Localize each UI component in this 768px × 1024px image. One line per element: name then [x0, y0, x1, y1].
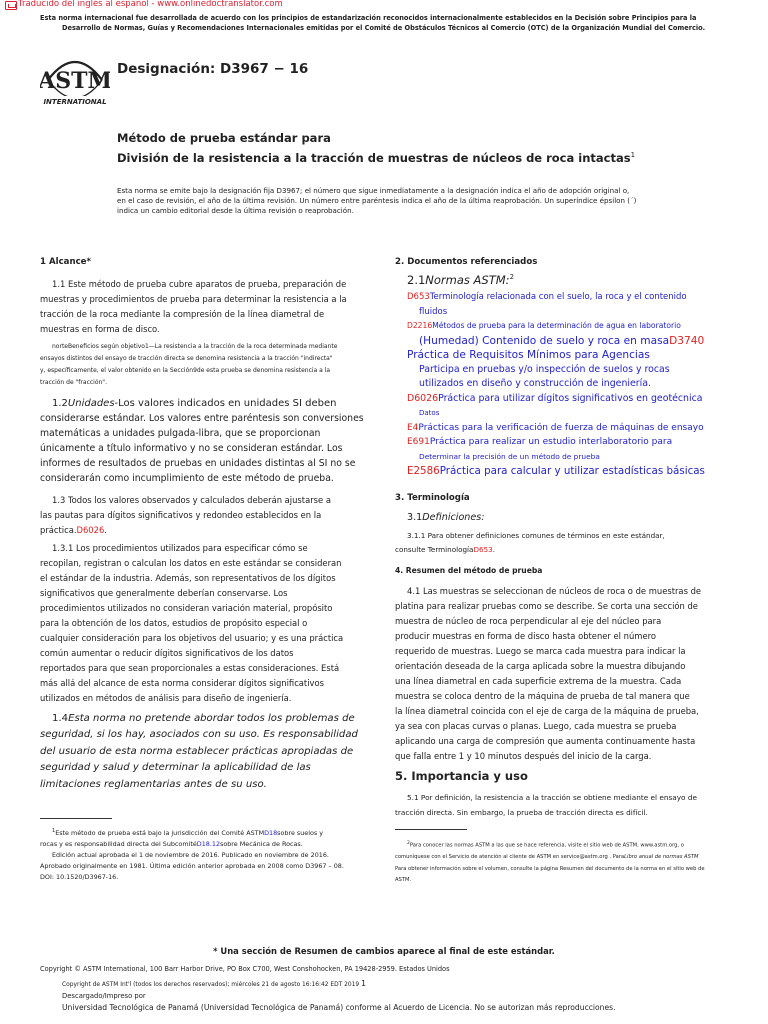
text-line: una línea diametral en cada superficie extrema de la muestra. Cada	[395, 676, 682, 686]
change-summary-note: * Una sección de Resumen de cambios aparece al final de este estándar.	[213, 946, 555, 956]
ref-continuation: Determinar la precisión de un método de prueba	[419, 451, 600, 461]
ref-continuation: Participa en pruebas y/o inspección de suelos y rocas	[419, 363, 670, 375]
para-num: 1.4	[52, 713, 69, 724]
text-line	[395, 852, 735, 864]
note-1	[40, 341, 370, 389]
paragraph-4-1	[395, 584, 735, 764]
ref-d6026-link[interactable]: D6026	[76, 525, 105, 535]
text-line: muestras en forma de disco.	[40, 324, 160, 334]
text-line: ya sea con placas curvas o planas. Luego, cada muestra se prueba	[395, 721, 677, 731]
ref-title[interactable]: Terminología relacionada con el suelo, la roca y el contenido	[429, 292, 687, 302]
text-line: únicamente a título informativo y no se consideran estándar. Los	[40, 443, 343, 454]
fn-text: sobre Mecánica de Rocas.	[220, 840, 303, 849]
text-line: el estándar de la industria. Además, son representativos de los dígitos	[40, 573, 336, 583]
ref-title[interactable]: Práctica para realizar un estudio interlaboratorio para	[429, 437, 673, 447]
ref-title[interactable]: Práctica de Requisitos Mínimos para Agencias	[407, 349, 650, 361]
page-number: 1	[360, 979, 367, 988]
text-line: tracción de la roca mediante la compresión de la línea diametral de	[40, 309, 325, 319]
ref-continuation: Datos	[419, 409, 440, 417]
ref-title[interactable]: Práctica para utilizar dígitos significativos en geotécnica	[438, 392, 703, 404]
paragraph-5-1	[395, 791, 735, 820]
text-line: 5.1 Por definición, la resistencia a la tracción se obtiene mediante el ensayo de	[407, 793, 697, 802]
text-line: tracción directa. Sin embargo, la prueba de tracción directa es difícil.	[395, 807, 648, 817]
para-text: consulte Terminología	[395, 545, 474, 554]
text-line: Aprobado originalmente en 1981. Última edición anterior aprobada en 2008 como D3967 – 08.	[40, 862, 344, 871]
translate-icon	[5, 1, 17, 10]
designation: Designación: D3967 − 16	[117, 61, 309, 77]
text-line: ensayos distintos del ensayo de tracción directa se denomina resistencia a la tracción "indirecta"	[40, 355, 333, 362]
text-line: Edición actual aprobada el 1 de noviembre de 2016. Publicado en noviembre de 2016.	[52, 851, 329, 860]
paragraph-1-3	[40, 493, 370, 538]
ref-title[interactable]: Práctica para calcular y utilizar estadísticas básicas	[439, 465, 705, 477]
title-footnote-mark: 1	[630, 151, 636, 160]
paragraph-1-4	[40, 711, 370, 793]
footnote-separator	[395, 829, 467, 830]
ref-code[interactable]: D6026	[407, 392, 439, 404]
header-note-line: Esta norma internacional fue desarrollada de acuerdo con los principios de estandarización reconocidos internacionalmente establecidos en la Decisión sobre Principios para la	[40, 14, 697, 22]
reference-item[interactable]	[395, 464, 735, 479]
reference-item[interactable]	[395, 319, 735, 334]
title-line-2	[117, 151, 635, 165]
text-line: consulte TerminologíaD653.	[395, 545, 496, 554]
para-text: práctica.	[40, 525, 77, 535]
text-line: norteBeneficios según objetivo1—La resistencia a la tracción de la roca determinada mediante	[52, 343, 338, 350]
logo-subtext: INTERNATIONAL	[43, 98, 107, 106]
referenced-documents-list	[395, 290, 735, 479]
text-line: para la obtención de los datos, estudios de propósito especial o	[40, 618, 308, 628]
text-line: informes de resultados de pruebas en unidades distintas al SI no se	[40, 458, 356, 469]
license-agreement-line: Universidad Tecnológica de Panamá (Universidad Tecnológica de Panamá) conforme al Acuerdo de Licencia. No se autorizan más reproducciones.	[62, 1003, 616, 1012]
para-num: 1.2	[52, 398, 68, 409]
para-text: -Los valores indicados en unidades SI deben	[114, 398, 337, 409]
text-line: tracción de "fracción".	[40, 379, 107, 386]
text-line: 4.1 Las muestras se seleccionan de núcleos de roca o de muestras de	[407, 586, 702, 596]
text-line: recopilan, registran o calculan los datos en este estándar se consideran	[40, 558, 342, 568]
footnote-1	[40, 826, 370, 883]
text-line	[395, 838, 735, 852]
fn-text: Para conocer las normas ASTM a las que se hace referencia, visite el sitio web de ASTM, www.astm.org, o	[409, 842, 684, 849]
footnote-mark: 2	[509, 273, 515, 282]
translation-banner	[0, 0, 768, 11]
text-line	[40, 839, 370, 850]
title-text: División de la resistencia a la tracción de muestras de núcleos de roca intactas	[117, 151, 631, 165]
footnote-separator	[40, 818, 112, 819]
paragraph-1-2	[40, 396, 370, 486]
para-heading: Unidades	[67, 398, 115, 409]
fn-text: rocas y es responsabilidad directa del Subcomité	[40, 840, 197, 849]
text-line: 1.3.1 Los procedimientos utilizados para especificar cómo se	[52, 543, 308, 553]
ref-code[interactable]: E691	[407, 437, 430, 447]
section-3-1-1	[395, 529, 735, 557]
para-text: Esta norma no pretende abordar todos los problemas de	[68, 713, 355, 724]
ref-d18-link[interactable]: D18	[264, 829, 278, 838]
paragraph-1-1	[40, 277, 370, 337]
text-line: del usuario de esta norma establecer prácticas apropiadas de	[40, 745, 354, 757]
section-2-1	[395, 273, 735, 287]
title-line-1: Método de prueba estándar para	[117, 131, 331, 145]
para-num: 2.1	[407, 273, 426, 287]
text-line: significativos que generalmente deberían conservarse. Los	[40, 588, 288, 598]
para-heading: Normas ASTM:	[425, 273, 510, 287]
section-4-heading: 4. Resumen del método de prueba	[395, 566, 543, 575]
ref-code[interactable]: D653	[407, 292, 430, 302]
reference-item[interactable]	[395, 392, 735, 407]
standard-note-line: en el caso de revisión, el año de la última revisión. Un número entre paréntesis indica el año de la última reaprobación. Un superíndice épsilon (´)	[117, 196, 637, 205]
text-line	[40, 396, 370, 411]
license-text: Copyright de ASTM Int'l (todos los derechos reservados); miércoles 21 de agosto 16:16:42 EDT 2019	[62, 982, 360, 988]
fn-text: sobre suelos y	[277, 829, 324, 838]
ref-title[interactable]: Métodos de prueba para la determinación de agua en laboratorio	[432, 321, 681, 330]
para-heading: Definiciones:	[422, 512, 485, 523]
ref-code[interactable]: E2586	[407, 465, 440, 477]
text-line: considerarse estándar. Los valores entre paréntesis son conversiones	[40, 413, 364, 424]
text-line: común aumentar o reducir dígitos significativos de los datos	[40, 648, 294, 658]
ref-d653-link[interactable]: D653	[473, 545, 493, 554]
text-line: ASTM.	[395, 877, 412, 884]
standard-note-line: indica un cambio editorial desde la última revisión o reaprobación.	[117, 206, 354, 215]
text-line: 1.3 Todos los valores observados y calculados deberán ajustarse a	[52, 495, 331, 505]
astm-logo	[40, 50, 110, 108]
text-line	[40, 711, 370, 727]
section-3-heading: 3. Terminología	[395, 493, 470, 503]
text-line: platina para realizar pruebas como se describe. Se corta una sección de	[395, 601, 698, 611]
standard-note-line: Esta norma se emite bajo la designación fija D3967; el número que sigue inmediatamente a la designación indica el año de adopción original o,	[117, 186, 630, 195]
reference-item[interactable]	[395, 435, 735, 450]
text-line: utilizados en métodos de análisis para diseño de ingeniería.	[40, 693, 292, 703]
text-line: 1.1 Este método de prueba cubre aparatos de prueba, preparación de	[52, 279, 347, 289]
text-line: y, específicamente, el valor obtenido en la Sección9de esta prueba se denomina resistencia a la	[40, 367, 331, 374]
text-line: reportados para que sean proporcionales a estas consideraciones. Está	[40, 663, 340, 673]
ref-code[interactable]: D2216	[407, 321, 433, 330]
text-line: muestra de núcleo de roca perpendicular al eje del núcleo para	[395, 616, 662, 626]
fn-italic: Libro anual de normas ASTM	[624, 854, 699, 861]
text-line: seguridad y salud y determinar la aplicabilidad de las	[40, 762, 311, 774]
text-line: las pautas para dígitos significativos y redondeo establecidos en la	[40, 510, 322, 520]
header-note	[40, 13, 728, 33]
para-num: 3.1	[407, 512, 423, 523]
reference-item[interactable]	[395, 421, 735, 436]
section-2-heading: 2. Documentos referenciados	[395, 257, 538, 267]
logo-text: ASTM	[40, 68, 110, 94]
copyright-line: Copyright © ASTM International, 100 Barr Harbor Drive, PO Box C700, West Conshohocken, PA 19428-2959. Estados Unidos	[40, 965, 450, 973]
text-line: DOI: 10.1520/D3967-16.	[40, 873, 119, 882]
reference-item[interactable]	[395, 334, 735, 349]
text-line: cualquier consideración para los objetivos del usuario; y es una práctica	[40, 633, 344, 643]
fn-text: comuníquese con el Servicio de atención al cliente de ASTM en service@astm.org . Para	[395, 854, 625, 861]
text-line: seguridad, si los hay, asociados con su uso. Es responsabilidad	[40, 729, 358, 741]
fn-text: Este método de prueba está bajo la jurisdicción del Comité ASTM	[55, 829, 265, 838]
section-3-1	[395, 512, 735, 523]
text-line: la línea diametral coincida con el eje de carga de la máquina de prueba,	[395, 706, 699, 716]
text-line: práctica.D6026.	[40, 525, 107, 535]
ref-continuation: (Humedad) Contenido de suelo y roca en masa	[419, 334, 670, 347]
text-line: Para obtener información sobre el volumen, consulte la página Resumen del documento de la norma en el sitio web de	[395, 865, 705, 872]
ref-continuation: utilizados en diseño y construcción de ingeniería.	[419, 378, 651, 389]
text-line: aplicando una carga de compresión que aumenta continuamente hasta	[395, 736, 696, 746]
standard-note	[117, 186, 637, 216]
text-line: 3.1.1 Para obtener definiciones comunes de términos en este estándar,	[407, 531, 665, 540]
license-line	[62, 979, 366, 988]
ref-code[interactable]: D3740	[669, 334, 705, 347]
text-line: que falla entre 1 y 10 minutos después del inicio de la carga.	[395, 751, 652, 761]
text-line: limitaciones reglamentarias antes de su uso.	[40, 778, 267, 790]
reference-item[interactable]	[395, 290, 735, 305]
footnote-2	[395, 838, 735, 887]
text-line: muestra se coloca dentro de la máquina de prueba de tal manera que	[395, 691, 690, 701]
text-line	[40, 826, 370, 839]
text-line: muestras y procedimientos de prueba para determinar la resistencia a la	[40, 294, 347, 304]
text-line: matemáticas a unidades pulgada-libra, que se proporcionan	[40, 428, 321, 439]
text-line: orientación deseada de la carga aplicada sobre la muestra dibujando	[395, 661, 686, 671]
section-5-heading: 5. Importancia y uso	[395, 769, 528, 783]
download-line: Descargado/Impreso por	[62, 992, 146, 1000]
translation-banner-text[interactable]: Traducido del inglés al español - www.onlinedoctranslator.com	[18, 0, 283, 9]
ref-d18-12-link[interactable]: D18.12	[196, 840, 221, 849]
text-line: producir muestras en forma de disco hasta obtener el número	[395, 631, 656, 641]
text-line: requerido de muestras. Luego se marca cada muestra para indicar la	[395, 646, 686, 656]
text-line: más allá del alcance de esta norma considerar dígitos significativos	[40, 678, 324, 688]
footnote-mark: 1	[52, 828, 56, 834]
ref-continuation: fluidos	[419, 306, 448, 317]
section-1-heading: 1 Alcance*	[40, 257, 91, 267]
text-line: considerarán como incumplimiento de este método de prueba.	[40, 473, 334, 484]
footnote-mark: 2	[407, 841, 410, 846]
ref-code[interactable]: E4	[407, 422, 419, 433]
header-note-line: Desarrollo de Normas, Guías y Recomendaciones Internacionales emitidas por el Comité de Obstáculos Técnicos al Comercio (OTC) de la Organización Mundial del Comercio.	[62, 24, 706, 32]
ref-title[interactable]: Prácticas para la verificación de fuerza de máquinas de ensayo	[418, 422, 704, 433]
paragraph-1-3-1	[40, 541, 370, 706]
text-line: procedimientos utilizados no consideran variación material, propósito	[40, 603, 333, 613]
